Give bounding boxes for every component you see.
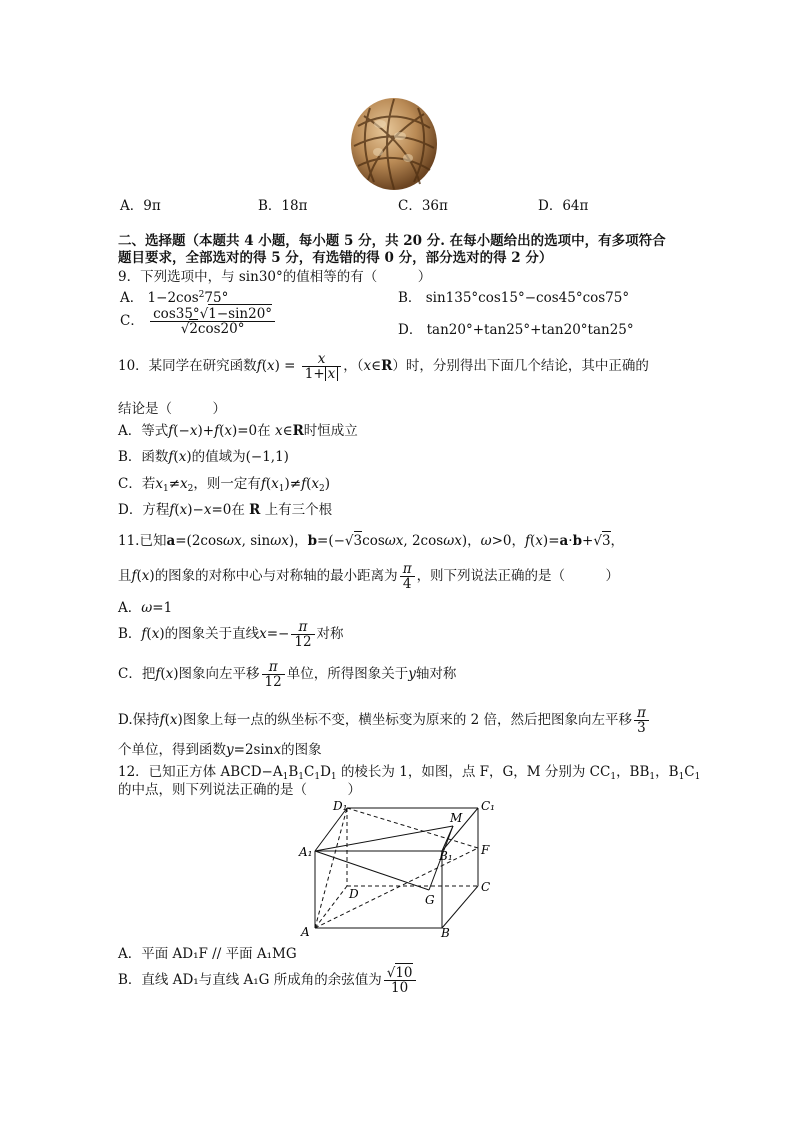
section-2-header-line2: 题目要求，全部选对的得 5 分，有选错的得 0 分，部分选对的得 2 分） (118, 250, 553, 266)
section-2-header-line1: 二、选择题（本题共 4 小题，每小题 5 分，共 20 分. 在每小题给出的选项中，有多项符合 (118, 233, 666, 249)
q9-option-d: D． tan20°+tan25°+tan20°tan25° (398, 322, 634, 338)
q8-option-a: A．9π (120, 198, 161, 214)
cube-label-f: F (481, 843, 490, 857)
q11-option-b: B．f(x)的图象关于直线x=− $\frac{\pi}{12}$ 对称 (118, 619, 344, 651)
q9-option-b: B． sin135°cos15°−cos45°cos75° (398, 290, 630, 306)
q12-option-b: B．直线 AD₁与直线 A₁G 所成角的余弦值为 $\frac{√10}{10}$ (118, 966, 418, 995)
q12-stem-cont: 的中点，则下列说法正确的是（ ） (118, 782, 361, 798)
cube-label-a: A (301, 925, 310, 938)
q8-option-c: C．36π (398, 198, 448, 214)
cube-label-d1: D₁ (333, 799, 348, 813)
cube-label-b: B (441, 926, 450, 938)
cube-label-c: C (481, 880, 491, 894)
q8-option-d: D．64π (538, 198, 589, 214)
q9-option-a: A． $1-2\cos^275^\circ$ (120, 290, 229, 306)
q10-stem-cont: 结论是（ ） (118, 401, 226, 417)
q11-stem-cont: 且f(x)的图象的对称中心与对称轴的最小距离为 $\frac{\pi}{4}$ ，则下列说法正确的是（ ） (118, 561, 620, 593)
q10-option-c: C．若$x_1\ne x_2$，则一定有$f(x_1)\ne f(x_2)$ (118, 476, 331, 494)
q12-option-a: A．平面 AD₁F // 平面 A₁MG (118, 946, 297, 962)
q10-option-d: D．方程f(x)−x=0在 R 上有三个根 (118, 502, 333, 518)
q9-option-c: C． $\frac{\cos 35^\circ√1-\sin 20^\circ}{√2\cos 20^\circ}$ (120, 307, 277, 336)
q11-option-d: D.保持f(x)图象上每一点的纵坐标不变，横坐标变为原来的 2 倍，然后把图象向左平移 $\frac{\pi}{3}$ (118, 706, 651, 735)
q12-stem: 12．已知正方体 $ABCD-A_1B_1C_1D_1$ 的棱长为 1，如图，点 F，G，M 分别为 $CC_1$，$BB_1$，$B_1C_1$ (118, 764, 701, 782)
cube-label-a1: A₁ (299, 845, 313, 859)
cube-label-m: M (450, 811, 463, 825)
cube-label-b1: B₁ (439, 849, 453, 863)
cube-label-c1: C₁ (481, 799, 495, 813)
q10-option-b: B．函数f(x)的值域为(−1,1) (118, 449, 289, 465)
q11-stem: 11.已知a=(2cosωx, sinωx)，b=(−√3cosωx, 2cosωx)，ω>0，f(x)=a·b+√3， (118, 533, 625, 549)
q11-option-a: A．ω=1 (118, 600, 173, 616)
q11-option-d-cont: 个单位，得到函数y=2sinx的图象 (118, 742, 322, 758)
q8-option-b: B．18π (258, 198, 308, 214)
woven-ball-image (350, 96, 438, 192)
cube-label-d: D (349, 887, 359, 901)
q10-option-a: A．等式f(−x)+f(x)=0在 x∈R时恒成立 (118, 423, 358, 439)
q10-stem: 10．某同学在研究函数f(x) = $\frac{x}{1+ x}$ ，（x∈R）时，分别得出下面几个结论，其中正确的 (118, 351, 649, 383)
cube-figure (295, 796, 505, 938)
cube-label-g: G (425, 893, 435, 907)
q9-stem: 9．下列选项中，与 sin30°的值相等的有（ ） (118, 269, 432, 285)
q11-option-c: C．把f(x)图象向左平移 $\frac{\pi}{12}$ 单位，所得图象关于y轴对称 (118, 659, 457, 691)
